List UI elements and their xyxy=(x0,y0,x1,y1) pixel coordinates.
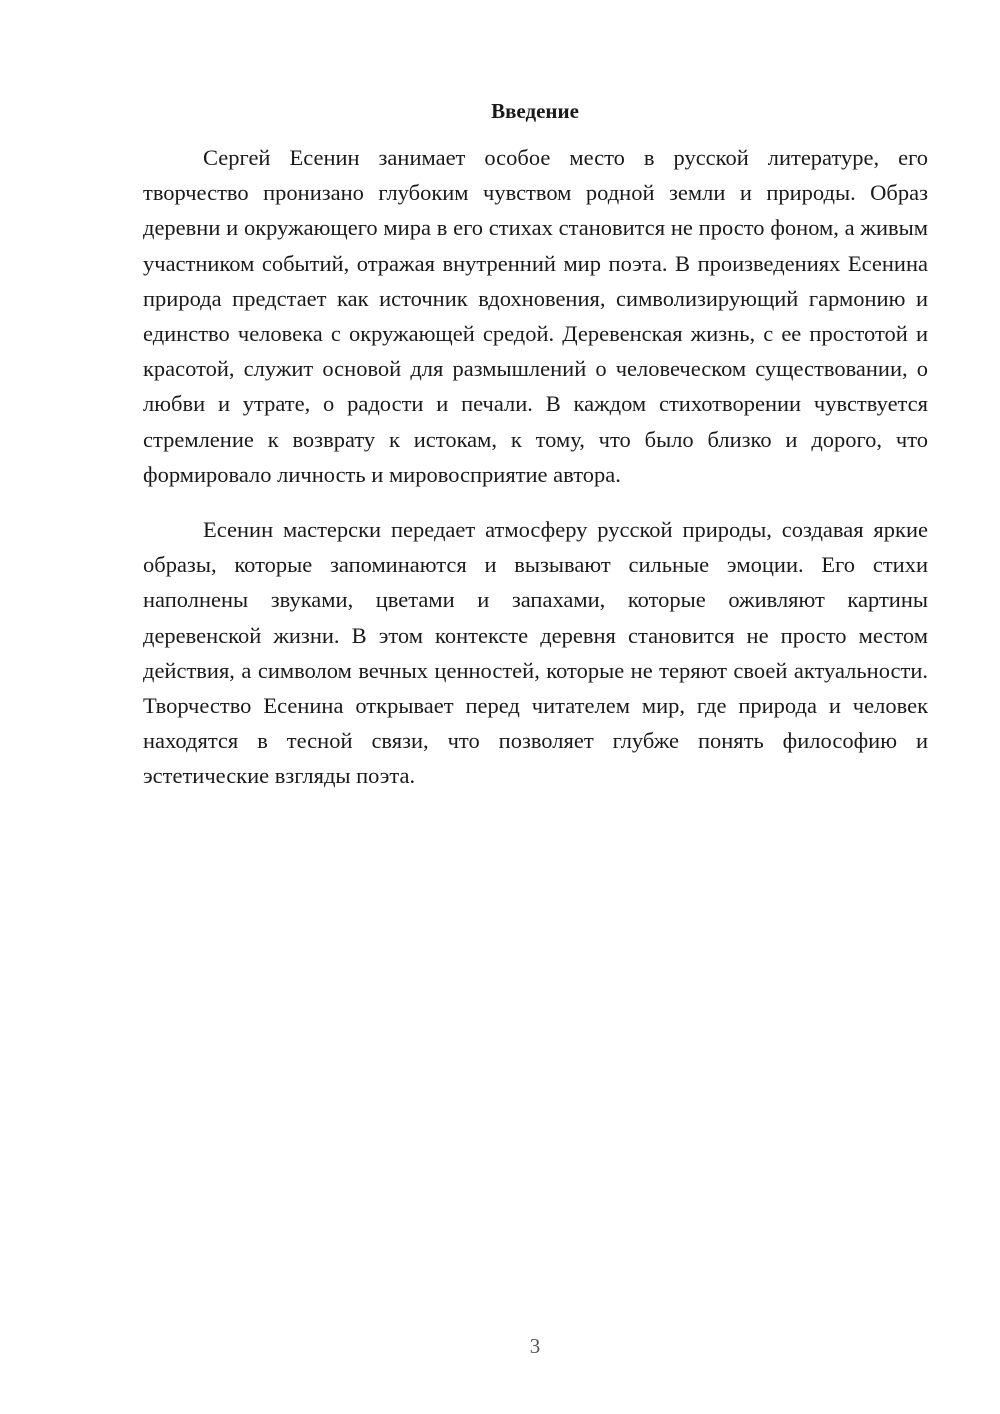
body-text xyxy=(143,140,928,794)
page-number: 3 xyxy=(529,1334,541,1358)
section-heading: Введение xyxy=(491,99,579,123)
paragraph-1: Сергей Есенин занимает особое место в русской литературе, его творчество пронизано глубоким чувством родной земли и природы. Образ деревни и окружающего мира в его стихах становится не просто фоном, а живым участником событий, отражая внутренний мир поэта. В произведениях Есенина природа предстает как источник вдохновения, символизирующий гармонию и единство человека с окружающей средой. Деревенская жизнь, с ее простотой и красотой, служит основой для размышлений о человеческом существовании, о любви и утрате, о радости и печали. В каждом стихотворении чувствуется стремление к возврату к истокам, к тому, что было близко и дорого, что формировало личность и мировосприятие автора. xyxy=(143,145,928,487)
paragraph-2: Есенин мастерски передает атмосферу русской природы, создавая яркие образы, которые запоминаются и вызывают сильные эмоции. Его стихи наполнены звуками, цветами и запахами, которые оживляют картины деревенской жизни. В этом контексте деревня становится не просто местом действия, а символом вечных ценностей, которые не теряют своей актуальности. Творчество Есенина открывает перед читателем мир, где природа и человек находятся в тесной связи, что позволяет глубже понять философию и эстетические взгляды поэта. xyxy=(143,517,928,789)
